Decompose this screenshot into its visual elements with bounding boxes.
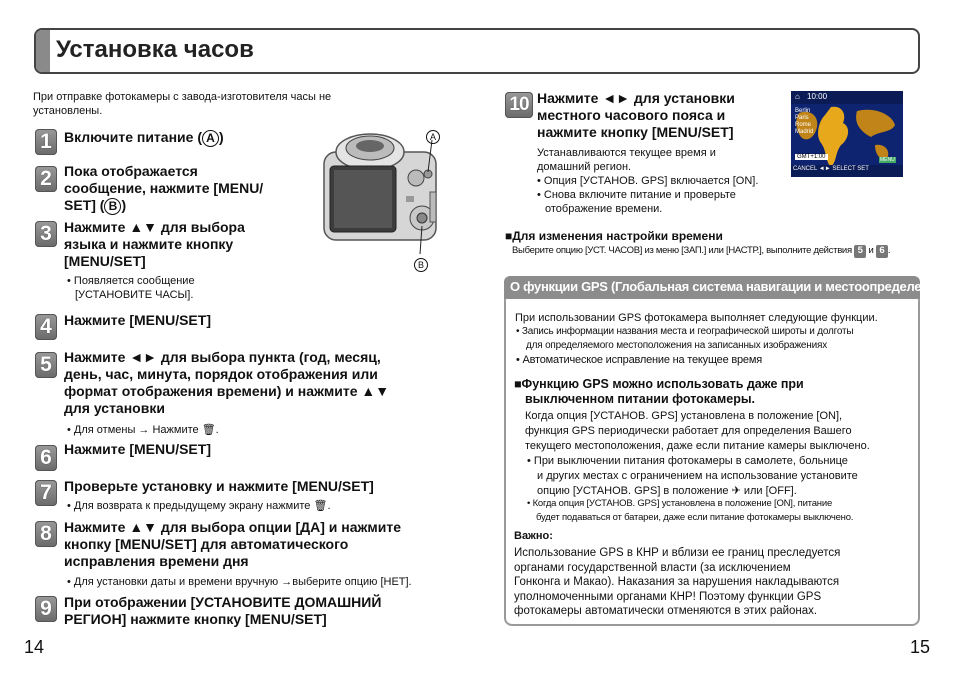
marker-b-icon: B	[104, 198, 121, 215]
camera-marker-a: A	[426, 130, 440, 144]
step-7-title: Проверьте установку и нажмите [MENU/SET]	[64, 478, 374, 494]
marker-a-icon: A	[202, 130, 219, 147]
page-title: Установка часов	[56, 36, 254, 63]
step-3-title: Нажмите ▲▼ для выбора языка и нажмите кнопку [MENU/SET]	[64, 219, 245, 269]
step-7-badge: 7	[35, 480, 57, 506]
step-5-badge: 5	[35, 352, 57, 378]
step-9-badge: 9	[35, 596, 57, 622]
screen-time: 10:00	[807, 92, 828, 101]
change-settings-heading: ■Для изменения настройки времени	[505, 229, 723, 243]
step-7-note: • Для возврата к предыдущему экрану нажмите 🗑.	[67, 500, 331, 512]
screen-cities: Berlin Paris Rome Madrid	[795, 108, 814, 135]
step-2-badge: 2	[35, 166, 57, 192]
step-ref-6: 6	[876, 245, 888, 258]
important-label: Важно:	[514, 530, 553, 542]
step-5-title: Нажмите ◄► для выбора пункта (год, месяц, день, час, минута, порядок отображения или формат отображения времени) и нажмите ▲▼ для установки	[64, 349, 390, 416]
gps-paragraph: Когда опция [УСТАНОВ. GPS] установлена в положение [ON], функция GPS периодически работает для определения Вашего текущего местоположения, даже если питание камеры выключено.	[525, 410, 870, 452]
screen-footer: CANCEL ◄► SELECT SET	[793, 166, 869, 172]
step-4-title: Нажмите [MENU/SET]	[64, 312, 211, 328]
screen-home-icon: ⌂	[795, 92, 800, 101]
step-4-badge: 4	[35, 314, 57, 340]
intro-text: При отправке фотокамеры с завода-изготовителя часы не установлены.	[33, 91, 332, 117]
step-8-title: Нажмите ▲▼ для выбора опции [ДА] и нажмите кнопку [MENU/SET] для автоматического исправления времени дня	[64, 519, 402, 569]
gps-header-text: О функции GPS (Глобальная система навигации и местоопределения)	[510, 279, 948, 294]
step-10-note: Устанавливаются текущее время и домашний регион. • Опция [УСТАНОВ. GPS] включается [ON]. • Снова включите питание и проверьте отображение времени.	[537, 147, 759, 215]
step-10-title: Нажмите ◄► для установки местного часового пояса и нажмите кнопку [MENU/SET]	[537, 90, 735, 140]
page-number-left: 14	[24, 637, 45, 657]
step-6-title: Нажмите [MENU/SET]	[64, 441, 211, 457]
screen-menu-tag: MENU	[880, 157, 895, 163]
camera-marker-b: B	[414, 258, 428, 272]
trash-icon: 🗑	[313, 500, 328, 512]
step-8-note: • Для установки даты и времени вручную →выберите опцию [НЕТ].	[67, 576, 412, 588]
airplane-gps-icon: ✈	[731, 485, 741, 497]
step-10-badge: 10	[505, 92, 533, 118]
step-6-badge: 6	[35, 445, 57, 471]
gps-bullet-battery: • Когда опция [УСТАНОВ. GPS] установлена в положение [ON], питание будет подаваться от батареи, даже если питание фотокамеры выключено.	[527, 498, 854, 523]
step-ref-5: 5	[854, 245, 866, 258]
gps-intro: При использовании GPS фотокамера выполняет следующие функции.	[515, 312, 878, 324]
screen-gmt: GMT+1:00	[797, 154, 826, 160]
step-1-badge: 1	[35, 129, 57, 155]
change-settings-text: Выберите опцию [УСТ. ЧАСОВ] из меню [ЗАП.] или [НАСТР.], выполните действия 5 и 6 .	[512, 245, 891, 256]
gps-subhead: ■Функцию GPS можно использовать даже при выключенном питании фотокамеры.	[514, 377, 804, 406]
title-accent	[36, 30, 50, 72]
step-2-title: Пока отображается сообщение, нажмите [MENU/ SET] ( B )	[64, 163, 264, 213]
step-9-title: При отображении [УСТАНОВИТЕ ДОМАШНИЙ РЕГИОН] нажмите кнопку [MENU/SET]	[64, 594, 382, 627]
step-3-note: • Появляется сообщение [УСТАНОВИТЕ ЧАСЫ].	[67, 275, 195, 301]
step-5-note: • Для отмены → Нажмите 🗑.	[67, 424, 219, 436]
trash-icon: 🗑	[201, 424, 216, 436]
step-8-badge: 8	[35, 521, 57, 547]
gps-bullets: • Запись информации названия места и географической широты и долготы для определяемого местоположения на записанных изображениях • Автоматическое исправление на текущее время	[516, 326, 854, 366]
camera-illustration	[318, 126, 446, 274]
page-number-right: 15	[910, 637, 931, 657]
gps-bullet-airplane: • При выключении питания фотокамеры в самолете, больнице и других местах с ограничением на использование установите опцию [УСТАНОВ. GPS] в положение ✈ или [OFF].	[527, 455, 858, 497]
step-1-title: Включите питание ( A )	[64, 129, 224, 145]
important-text: Использование GPS в КНР и вблизи ее границ преследуется органами государственной власти (за исключением Гонконга и Макао). Наказания за нарушения накладываются уполномоченными органами КНР! Поэтому функции GPS фотокамеры автоматически отменяются в этих районах.	[514, 547, 841, 617]
step-3-badge: 3	[35, 221, 57, 247]
home-region-screen	[791, 91, 903, 177]
